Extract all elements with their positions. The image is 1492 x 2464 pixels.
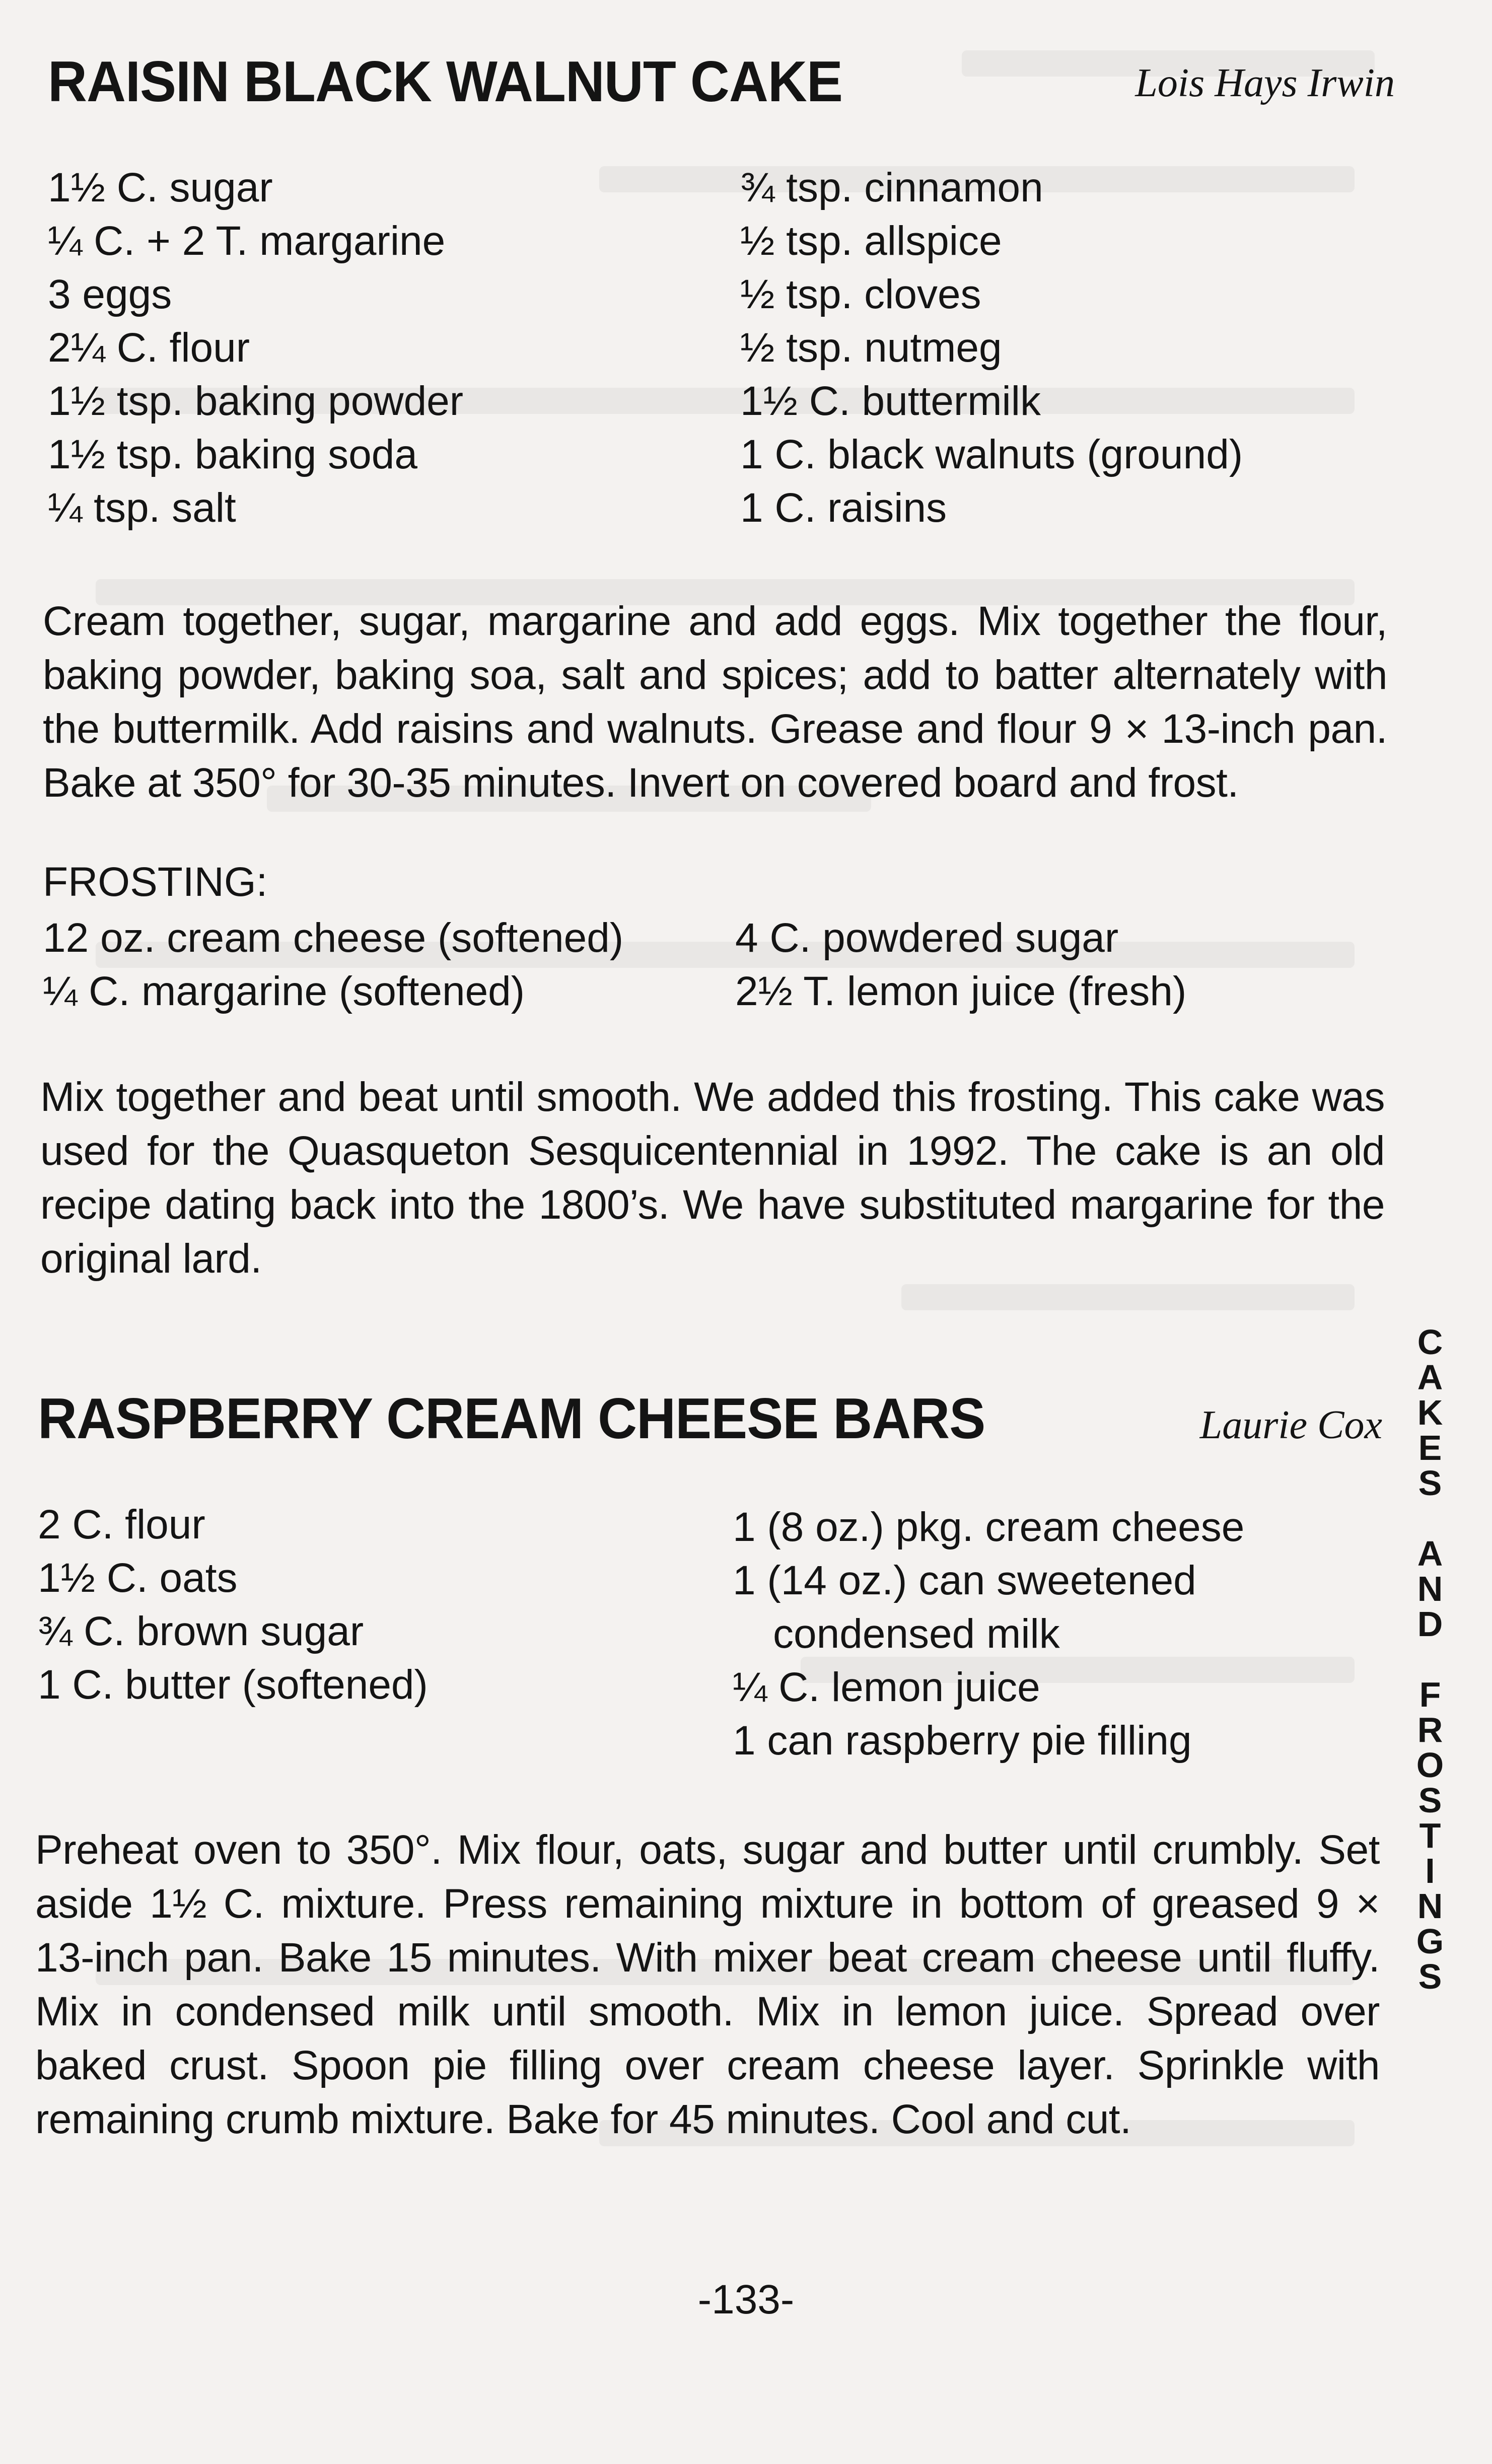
ingredient-item: ¼ C. lemon juice: [733, 1664, 1040, 1710]
ingredient-item: 1½ C. oats: [38, 1555, 238, 1601]
ingredient-item: 1 C. raisins: [740, 485, 947, 531]
frosting-ingredients-left: [43, 911, 623, 1018]
side-tab-letter: S: [1418, 1781, 1442, 1820]
ingredient-item: 2½ T. lemon juice (fresh): [735, 968, 1187, 1014]
ingredient-item: 1½ C. buttermilk: [740, 378, 1041, 424]
ingredient-item: ¼ C. + 2 T. margarine: [48, 218, 446, 264]
side-tab-letter: G: [1416, 1922, 1444, 1961]
ingredient-item: 3 eggs: [48, 271, 172, 317]
recipe-title: RASPBERRY CREAM CHEESE BARS: [38, 1386, 985, 1451]
side-tab-word: [1417, 1536, 1443, 1642]
ingredient-item: 1 C. butter (softened): [38, 1662, 428, 1708]
ingredient-item: ½ tsp. nutmeg: [740, 325, 1002, 371]
side-tab-letter: N: [1417, 1886, 1443, 1926]
side-tab-letter: A: [1417, 1358, 1443, 1397]
ingredient-item: ¼ C. margarine (softened): [43, 968, 525, 1014]
side-tab-letter: K: [1417, 1393, 1443, 1432]
ingredient-item: 1 (8 oz.) pkg. cream cheese: [733, 1504, 1245, 1550]
ingredient-item: 1 can raspberry pie filling: [733, 1718, 1192, 1764]
ingredients-right-column: [740, 161, 1243, 535]
frosting-label: FROSTING:: [43, 859, 268, 905]
side-tab-word: [1417, 1324, 1443, 1501]
ingredient-item: 1½ tsp. baking powder: [48, 378, 464, 424]
ingredient-item: 1½ tsp. baking soda: [48, 432, 417, 477]
ingredient-item: ¾ C. brown sugar: [38, 1608, 364, 1654]
side-tab-letter: T: [1419, 1816, 1441, 1855]
ingredient-item: 1 (14 oz.) can sweetened: [733, 1558, 1196, 1603]
ingredients-left-column: [48, 161, 463, 535]
recipe-directions: Cream together, sugar, margarine and add eggs. Mix together the flour, baking powder, baking soa, salt and spices; add to batter alternately with the buttermilk. Add raisins and walnuts. Grease and flour 9 × 13-inch pan. Bake at 350° for 30-35 minutes. Invert on covered board and frost.: [43, 598, 1387, 806]
ingredients-left-column: [38, 1498, 428, 1712]
ingredient-item: ½ tsp. allspice: [740, 218, 1002, 264]
side-tab-letter: D: [1417, 1604, 1443, 1644]
side-tab-letter: N: [1417, 1569, 1443, 1608]
ingredient-item: 2¼ C. flour: [48, 325, 250, 371]
ingredient-item: ¼ tsp. salt: [48, 485, 236, 531]
ingredient-item: 4 C. powdered sugar: [735, 915, 1119, 961]
recipe-directions: Preheat oven to 350°. Mix flour, oats, sugar and butter until crumbly. Set aside 1½ C. mixture. Press remaining mixture in bottom of greased 9 × 13-inch pan. Bake 15 minutes. With mixer beat cream cheese until fluffy. Mix in condensed milk until smooth. Mix in lemon juice. Spread over baked crust. Spoon pie filling over cream cheese layer. Sprinkle with remaining crumb mixture. Bake for 45 minutes. Cool and cut.: [35, 1827, 1380, 2142]
side-tab-letter: A: [1417, 1534, 1443, 1573]
side-tab-word: [1416, 1677, 1444, 1994]
recipe-author: Laurie Cox: [1199, 1403, 1382, 1447]
side-tab-letter: E: [1418, 1428, 1442, 1467]
ingredient-item: 1 C. black walnuts (ground): [740, 432, 1243, 477]
frosting-directions: Mix together and beat until smooth. We added this frosting. This cake was used for the Quasqueton Sesquicentennial in 1992. The cake is an old recipe dating back into the 1800’s. We have substituted margarine for the original lard.: [40, 1074, 1385, 1282]
ingredient-item: 12 oz. cream cheese (softened): [43, 915, 624, 961]
ingredient-item: 1½ C. sugar: [48, 165, 273, 210]
side-tab-letter: S: [1418, 1957, 1442, 1996]
ingredient-item: ½ tsp. cloves: [740, 271, 981, 317]
ingredient-item: ¾ tsp. cinnamon: [740, 165, 1043, 210]
ingredients-right-column: [733, 1501, 1244, 1768]
section-tab: [1405, 1324, 1455, 1994]
side-tab-letter: C: [1417, 1322, 1443, 1362]
frosting-ingredients-right: [735, 911, 1186, 1018]
side-tab-letter: O: [1416, 1745, 1444, 1785]
side-tab-letter: F: [1419, 1675, 1441, 1714]
side-tab-letter: S: [1418, 1463, 1442, 1503]
ingredient-item: 2 C. flour: [38, 1502, 205, 1547]
side-tab-letter: R: [1417, 1710, 1443, 1749]
recipe-author: Lois Hays Irwin: [1135, 61, 1395, 105]
recipe-title: RAISIN BLACK WALNUT CAKE: [48, 49, 842, 114]
side-tab-letter: I: [1425, 1851, 1435, 1890]
ingredient-item: condensed milk: [773, 1611, 1060, 1657]
page-number: -133-: [697, 2277, 795, 2322]
